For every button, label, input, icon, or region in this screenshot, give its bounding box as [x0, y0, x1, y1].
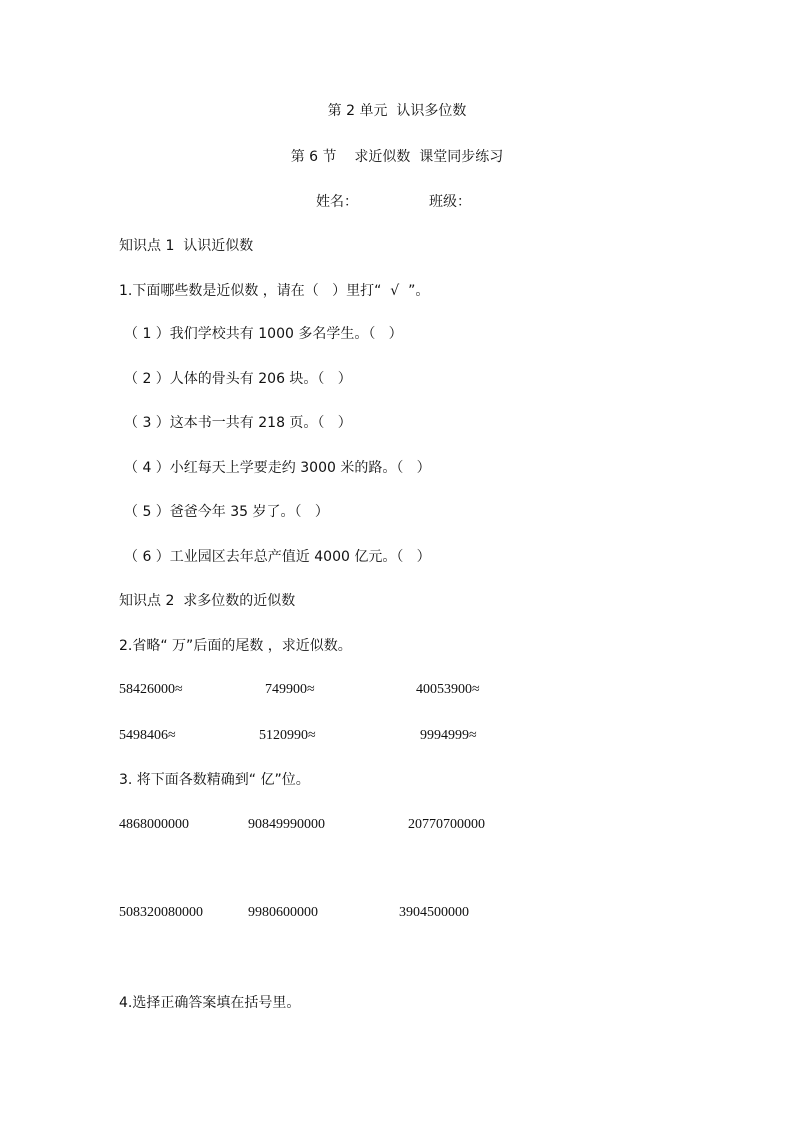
approximation-problem: 5498406≈ [119, 728, 176, 743]
question-1: 1.下面哪些数是近似数 ，请在（ ）里打“ √ ”。 [119, 283, 430, 299]
class-label: 班级： [429, 194, 471, 210]
question-1-item: （ 4 ）小红每天上学要走约 3000 米的路。（ ） [124, 460, 431, 476]
question-4: 4.选择正确答案填在括号里。 [119, 995, 301, 1011]
approximation-problem: 9994999≈ [420, 728, 477, 743]
name-label: 姓名： [316, 194, 358, 210]
question-1-item: （ 6 ）工业园区去年总产值近 4000 亿元。（ ） [124, 549, 431, 565]
question-1-item: （ 2 ）人体的骨头有 206 块。（ ） [124, 371, 352, 387]
question-2: 2.省略“ 万”后面的尾数 ，求近似数。 [119, 638, 352, 654]
rounding-number: 3904500000 [399, 905, 469, 920]
rounding-number: 20770700000 [408, 817, 485, 832]
section-heading-2: 知识点 2 求多位数的近似数 [119, 593, 296, 609]
approximation-problem: 5120990≈ [259, 728, 316, 743]
approximation-problem: 749900≈ [265, 682, 315, 697]
question-1-item: （ 5 ）爸爸今年 35 岁了。（ ） [124, 504, 329, 520]
page-subtitle: 第 6 节 求近似数 课堂同步练习 [290, 149, 504, 165]
approximation-problem: 40053900≈ [416, 682, 480, 697]
rounding-number: 90849990000 [248, 817, 325, 832]
approximation-problem: 58426000≈ [119, 682, 183, 697]
question-1-item: （ 3 ）这本书一共有 218 页。（ ） [124, 415, 352, 431]
rounding-number: 4868000000 [119, 817, 189, 832]
page-title: 第 2 单元 认识多位数 [327, 103, 467, 119]
question-1-item: （ 1 ）我们学校共有 1000 多名学生。（ ） [124, 326, 403, 342]
rounding-number: 508320080000 [119, 905, 203, 920]
rounding-number: 9980600000 [248, 905, 318, 920]
section-heading-1: 知识点 1 认识近似数 [119, 238, 254, 254]
question-3: 3. 将下面各数精确到“ 亿”位。 [119, 772, 310, 788]
